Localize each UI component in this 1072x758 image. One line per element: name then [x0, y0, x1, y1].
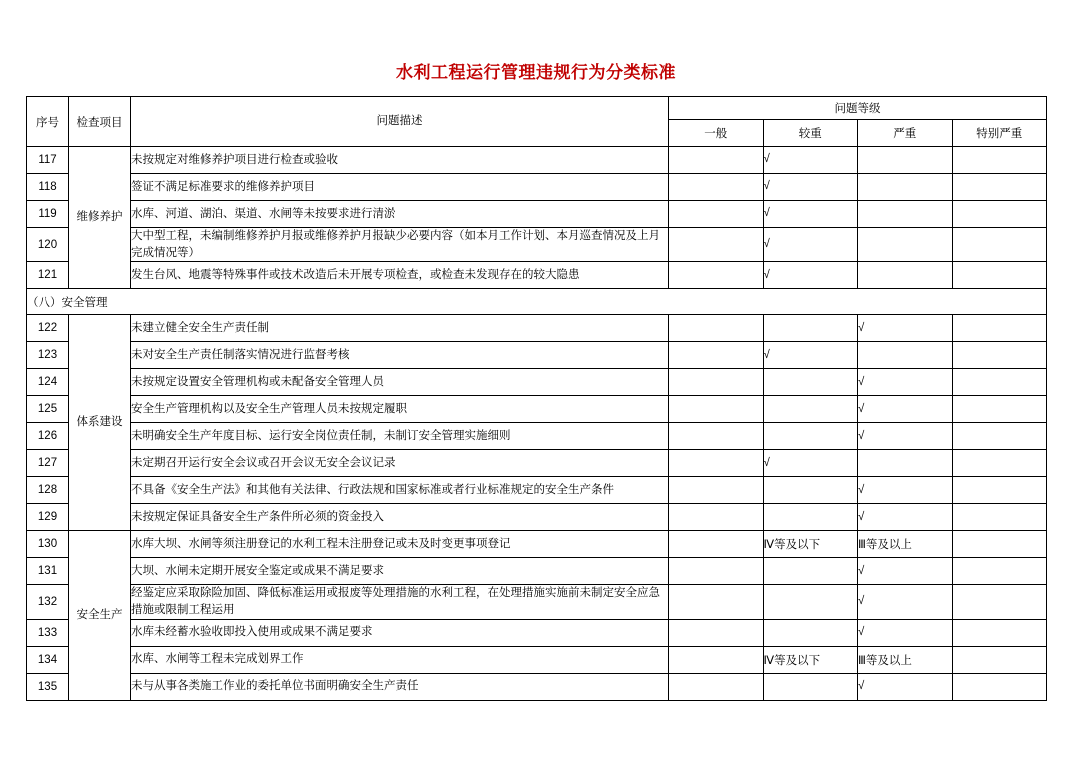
cell-level-general — [669, 228, 764, 262]
table-row — [27, 228, 1047, 262]
cell-level-moderate — [763, 558, 858, 585]
table-row — [27, 262, 1047, 289]
header-item: 检查项目 — [69, 97, 131, 147]
cell-level-severe: √ — [858, 423, 953, 450]
cell-level-moderate: Ⅳ等及以下 — [763, 531, 858, 558]
cell-level-moderate — [763, 504, 858, 531]
cell-level-extra-severe — [952, 531, 1047, 558]
cell-level-severe: √ — [858, 673, 953, 700]
cell-desc: 未对安全生产责任制落实情况进行监督考核 — [131, 342, 669, 369]
cell-desc: 未按规定对维修养护项目进行检查或验收 — [131, 147, 669, 174]
cell-seq: 117 — [27, 147, 69, 174]
classification-table — [26, 96, 1047, 701]
cell-seq: 134 — [27, 646, 69, 673]
cell-level-general — [669, 646, 764, 673]
cell-level-extra-severe — [952, 369, 1047, 396]
cell-level-severe: Ⅲ等及以上 — [858, 646, 953, 673]
header-desc: 问题描述 — [131, 97, 669, 147]
cell-level-severe — [858, 262, 953, 289]
cell-level-extra-severe — [952, 342, 1047, 369]
cell-level-severe — [858, 228, 953, 262]
cell-level-moderate: √ — [763, 147, 858, 174]
cell-level-general — [669, 369, 764, 396]
cell-level-moderate: √ — [763, 228, 858, 262]
cell-level-moderate: √ — [763, 262, 858, 289]
cell-desc: 水库、水闸等工程未完成划界工作 — [131, 646, 669, 673]
cell-level-severe — [858, 147, 953, 174]
group-label-maintenance: 维修养护 — [69, 147, 131, 289]
cell-level-general — [669, 201, 764, 228]
cell-seq: 129 — [27, 504, 69, 531]
cell-seq: 128 — [27, 477, 69, 504]
cell-level-moderate: √ — [763, 342, 858, 369]
cell-seq: 127 — [27, 450, 69, 477]
table-row — [27, 396, 1047, 423]
table-row — [27, 673, 1047, 700]
cell-desc: 经鉴定应采取除险加固、降低标准运用或报废等处理措施的水利工程，在处理措施实施前未制定安全应急措施或限制工程运用 — [131, 585, 669, 619]
cell-desc: 水库、河道、湖泊、渠道、水闸等未按要求进行清淤 — [131, 201, 669, 228]
cell-seq: 121 — [27, 262, 69, 289]
header-level-moderate: 较重 — [763, 120, 858, 147]
table-row — [27, 423, 1047, 450]
page-title: 水利工程运行管理违规行为分类标准 — [396, 63, 676, 82]
cell-desc: 未与从事各类施工作业的委托单位书面明确安全生产责任 — [131, 673, 669, 700]
header-level-extra-severe: 特别严重 — [952, 120, 1047, 147]
cell-level-extra-severe — [952, 262, 1047, 289]
cell-level-moderate — [763, 619, 858, 646]
table-row — [27, 342, 1047, 369]
cell-level-severe — [858, 450, 953, 477]
cell-seq: 133 — [27, 619, 69, 646]
cell-level-general — [669, 147, 764, 174]
cell-level-moderate: Ⅳ等及以下 — [763, 646, 858, 673]
cell-level-general — [669, 423, 764, 450]
table-row — [27, 619, 1047, 646]
cell-level-moderate: √ — [763, 450, 858, 477]
cell-level-moderate — [763, 423, 858, 450]
header-level-general: 一般 — [669, 120, 764, 147]
table-row — [27, 147, 1047, 174]
cell-level-general — [669, 174, 764, 201]
cell-seq: 126 — [27, 423, 69, 450]
document-page — [0, 58, 1072, 758]
table-body — [27, 97, 1047, 701]
cell-level-extra-severe — [952, 673, 1047, 700]
cell-seq: 118 — [27, 174, 69, 201]
cell-level-severe: √ — [858, 585, 953, 619]
table-row — [27, 585, 1047, 619]
group-label-safety-production: 安全生产 — [69, 531, 131, 700]
cell-level-severe: Ⅲ等及以上 — [858, 531, 953, 558]
cell-level-extra-severe — [952, 315, 1047, 342]
table-row — [27, 315, 1047, 342]
table-row — [27, 450, 1047, 477]
cell-level-general — [669, 477, 764, 504]
cell-desc: 大中型工程，未编制维修养护月报或维修养护月报缺少必要内容（如本月工作计划、本月巡查情况及上月完成情况等） — [131, 228, 669, 262]
cell-seq: 135 — [27, 673, 69, 700]
cell-level-moderate — [763, 396, 858, 423]
cell-level-general — [669, 396, 764, 423]
cell-level-severe: √ — [858, 315, 953, 342]
cell-level-moderate — [763, 673, 858, 700]
cell-level-general — [669, 342, 764, 369]
table-row — [27, 174, 1047, 201]
cell-level-severe — [858, 342, 953, 369]
cell-desc: 签证不满足标准要求的维修养护项目 — [131, 174, 669, 201]
cell-desc: 未按规定保证具备安全生产条件所必须的资金投入 — [131, 504, 669, 531]
cell-level-severe — [858, 201, 953, 228]
cell-level-extra-severe — [952, 646, 1047, 673]
cell-level-extra-severe — [952, 396, 1047, 423]
cell-level-severe: √ — [858, 477, 953, 504]
cell-desc: 不具备《安全生产法》和其他有关法律、行政法规和国家标准或者行业标准规定的安全生产条件 — [131, 477, 669, 504]
section-header-row — [27, 289, 1047, 315]
cell-desc: 未按规定设置安全管理机构或未配备安全管理人员 — [131, 369, 669, 396]
section-title: （八）安全管理 — [27, 289, 1047, 315]
cell-level-extra-severe — [952, 147, 1047, 174]
table-row — [27, 531, 1047, 558]
cell-level-extra-severe — [952, 423, 1047, 450]
cell-seq: 125 — [27, 396, 69, 423]
cell-level-extra-severe — [952, 174, 1047, 201]
cell-level-extra-severe — [952, 477, 1047, 504]
cell-level-moderate: √ — [763, 174, 858, 201]
cell-seq: 123 — [27, 342, 69, 369]
cell-level-moderate — [763, 315, 858, 342]
cell-level-severe: √ — [858, 619, 953, 646]
table-row — [27, 646, 1047, 673]
cell-level-extra-severe — [952, 228, 1047, 262]
cell-level-severe: √ — [858, 504, 953, 531]
cell-desc: 发生台风、地震等特殊事件或技术改造后未开展专项检查，或检查未发现存在的较大隐患 — [131, 262, 669, 289]
cell-seq: 131 — [27, 558, 69, 585]
cell-level-extra-severe — [952, 504, 1047, 531]
table-row — [27, 369, 1047, 396]
table-row — [27, 558, 1047, 585]
cell-level-extra-severe — [952, 619, 1047, 646]
cell-level-extra-severe — [952, 558, 1047, 585]
cell-seq: 130 — [27, 531, 69, 558]
cell-desc: 未明确安全生产年度目标、运行安全岗位责任制，未制订安全管理实施细则 — [131, 423, 669, 450]
cell-level-general — [669, 619, 764, 646]
cell-level-extra-severe — [952, 585, 1047, 619]
cell-level-severe — [858, 174, 953, 201]
cell-level-moderate — [763, 369, 858, 396]
cell-seq: 132 — [27, 585, 69, 619]
cell-level-general — [669, 673, 764, 700]
cell-level-moderate — [763, 477, 858, 504]
cell-level-extra-severe — [952, 450, 1047, 477]
cell-level-severe: √ — [858, 369, 953, 396]
table-row — [27, 201, 1047, 228]
cell-level-general — [669, 315, 764, 342]
table-header-row-1 — [27, 97, 1047, 120]
cell-level-general — [669, 558, 764, 585]
cell-level-moderate — [763, 585, 858, 619]
header-level-group: 问题等级 — [669, 97, 1047, 120]
cell-seq: 124 — [27, 369, 69, 396]
cell-desc: 未定期召开运行安全会议或召开会议无安全会议记录 — [131, 450, 669, 477]
cell-level-severe: √ — [858, 558, 953, 585]
header-level-severe: 严重 — [858, 120, 953, 147]
cell-seq: 119 — [27, 201, 69, 228]
cell-level-general — [669, 504, 764, 531]
cell-level-extra-severe — [952, 201, 1047, 228]
cell-level-general — [669, 450, 764, 477]
header-seq: 序号 — [27, 97, 69, 147]
cell-desc: 水库大坝、水闸等须注册登记的水利工程未注册登记或未及时变更事项登记 — [131, 531, 669, 558]
cell-desc: 安全生产管理机构以及安全生产管理人员未按规定履职 — [131, 396, 669, 423]
cell-desc: 大坝、水闸未定期开展安全鉴定或成果不满足要求 — [131, 558, 669, 585]
table-row — [27, 504, 1047, 531]
cell-level-moderate: √ — [763, 201, 858, 228]
table-row — [27, 477, 1047, 504]
cell-level-general — [669, 585, 764, 619]
cell-desc: 未建立健全安全生产责任制 — [131, 315, 669, 342]
cell-seq: 120 — [27, 228, 69, 262]
cell-seq: 122 — [27, 315, 69, 342]
cell-level-general — [669, 262, 764, 289]
cell-desc: 水库未经蓄水验收即投入使用或成果不满足要求 — [131, 619, 669, 646]
group-label-system-building: 体系建设 — [69, 315, 131, 531]
cell-level-general — [669, 531, 764, 558]
cell-level-severe: √ — [858, 396, 953, 423]
